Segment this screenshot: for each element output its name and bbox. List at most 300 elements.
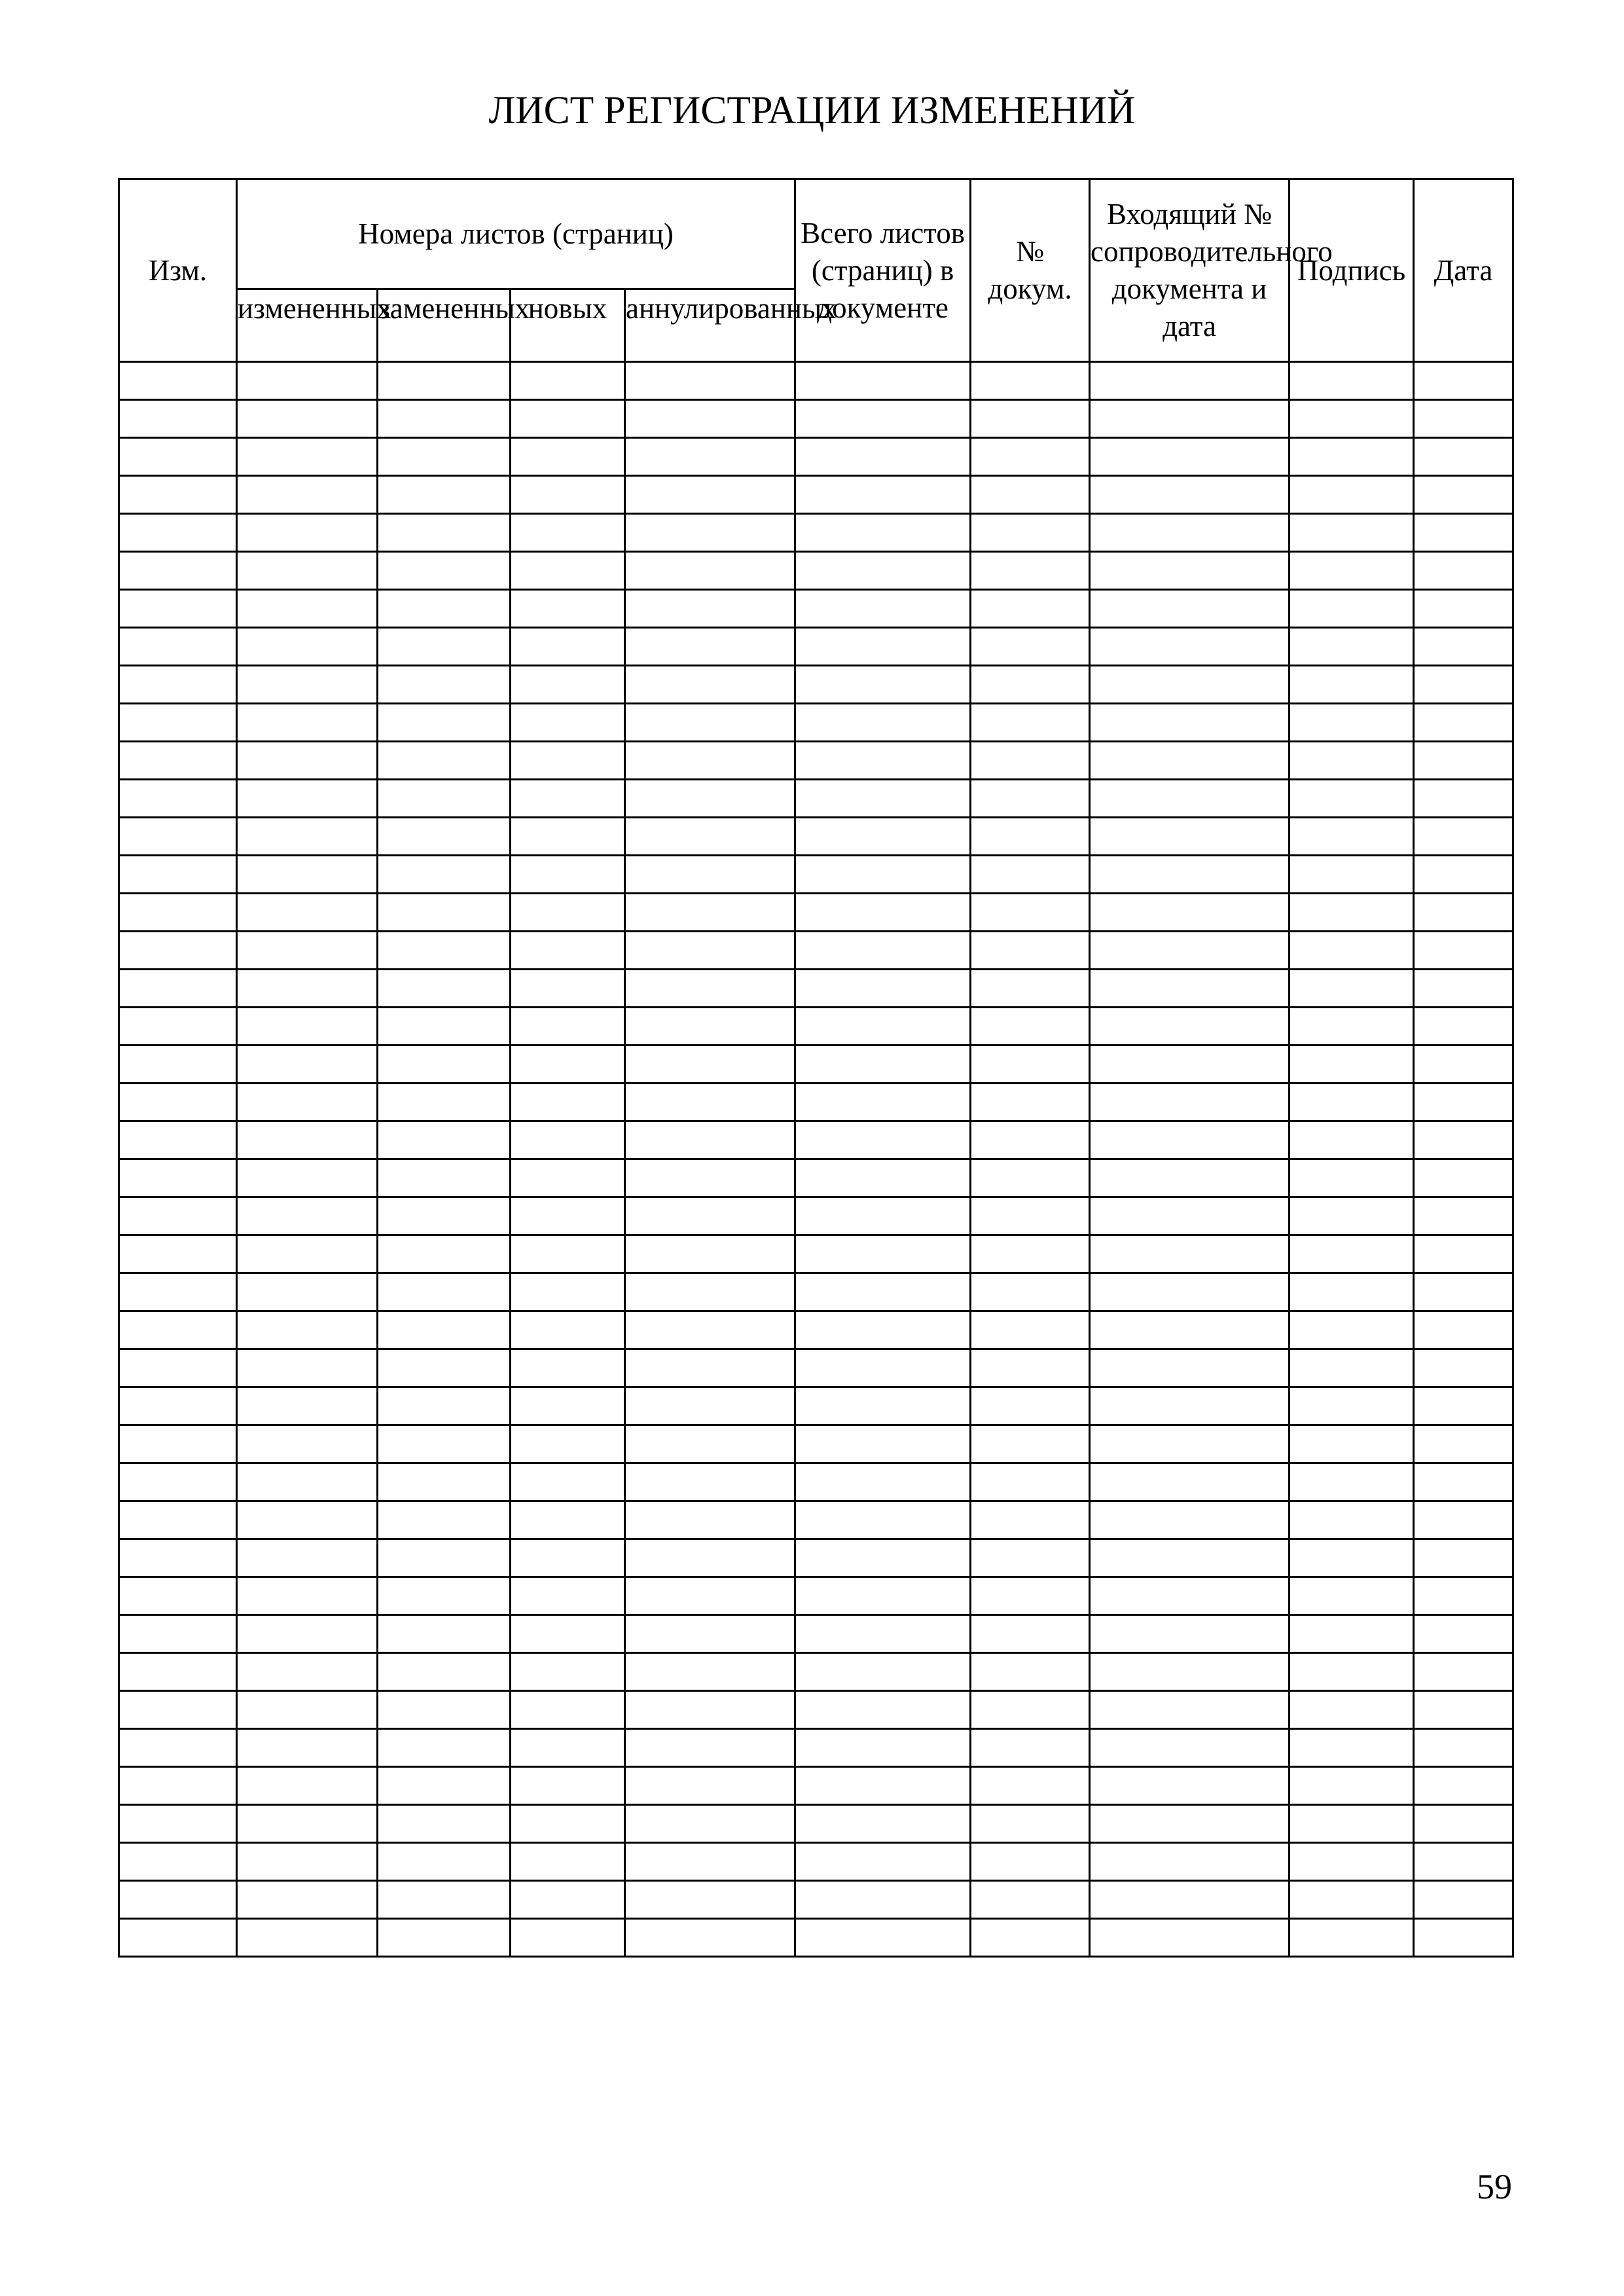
table-cell — [625, 1653, 795, 1691]
table-cell — [378, 1691, 511, 1729]
table-row — [119, 1159, 1513, 1197]
table-cell — [119, 856, 237, 894]
table-cell — [378, 1387, 511, 1425]
table-cell — [237, 1729, 378, 1767]
table-cell — [237, 1273, 378, 1311]
subheader-replaced: замененных — [378, 289, 511, 362]
subheader-changed: измененных — [237, 289, 378, 362]
table-cell — [119, 932, 237, 970]
table-cell — [378, 1805, 511, 1843]
table-cell — [119, 1577, 237, 1615]
table-cell — [625, 780, 795, 818]
table-cell — [378, 818, 511, 856]
table-cell — [795, 1273, 971, 1311]
table-cell — [511, 1273, 625, 1311]
table-cell — [1290, 514, 1414, 552]
table-row — [119, 970, 1513, 1008]
table-cell — [795, 1653, 971, 1691]
table-cell — [511, 1159, 625, 1197]
table-cell — [1090, 590, 1290, 628]
table-cell — [378, 1843, 511, 1881]
table-cell — [1414, 476, 1513, 514]
table-cell — [378, 1235, 511, 1273]
table-row — [119, 704, 1513, 742]
table-cell — [1290, 1577, 1414, 1615]
table-cell — [237, 1235, 378, 1273]
table-cell — [237, 704, 378, 742]
table-cell — [511, 1881, 625, 1919]
table-cell — [1090, 894, 1290, 932]
table-cell — [511, 1235, 625, 1273]
table-row — [119, 1046, 1513, 1084]
table-cell — [971, 1311, 1090, 1349]
table-cell — [625, 1615, 795, 1653]
table-cell — [1414, 818, 1513, 856]
table-cell — [119, 628, 237, 666]
table-cell — [795, 1046, 971, 1084]
table-cell — [1090, 628, 1290, 666]
table-cell — [1414, 1539, 1513, 1577]
table-cell — [971, 362, 1090, 400]
table-cell — [237, 1691, 378, 1729]
table-cell — [511, 932, 625, 970]
table-cell — [1090, 666, 1290, 704]
header-total-sheets: Всего листов (страниц) в документе — [795, 179, 971, 362]
table-cell — [625, 476, 795, 514]
table-cell — [971, 856, 1090, 894]
table-cell — [237, 362, 378, 400]
table-cell — [795, 1843, 971, 1881]
table-cell — [625, 932, 795, 970]
table-cell — [795, 1197, 971, 1235]
table-cell — [1414, 400, 1513, 438]
table-row — [119, 1919, 1513, 1957]
table-cell — [511, 1387, 625, 1425]
table-cell — [625, 1084, 795, 1121]
table-cell — [625, 1843, 795, 1881]
table-cell — [1414, 1197, 1513, 1235]
table-cell — [795, 1919, 971, 1957]
table-cell — [795, 666, 971, 704]
header-date: Дата — [1414, 179, 1513, 362]
table-row — [119, 1577, 1513, 1615]
table-row — [119, 1197, 1513, 1235]
table-row — [119, 1387, 1513, 1425]
table-cell — [119, 1539, 237, 1577]
table-cell — [971, 1615, 1090, 1653]
table-cell — [119, 1387, 237, 1425]
table-cell — [795, 476, 971, 514]
table-row — [119, 932, 1513, 970]
table-cell — [1414, 1501, 1513, 1539]
table-cell — [237, 628, 378, 666]
table-cell — [237, 1197, 378, 1235]
table-cell — [378, 1121, 511, 1159]
table-row — [119, 1653, 1513, 1691]
table-cell — [119, 666, 237, 704]
table-cell — [1290, 1159, 1414, 1197]
table-cell — [1090, 1387, 1290, 1425]
table-cell — [1290, 1349, 1414, 1387]
table-row — [119, 1805, 1513, 1843]
table-cell — [378, 1539, 511, 1577]
table-row — [119, 362, 1513, 400]
table-row — [119, 1311, 1513, 1349]
table-cell — [378, 856, 511, 894]
table-cell — [971, 1235, 1090, 1273]
table-cell — [511, 1653, 625, 1691]
table-cell — [237, 1121, 378, 1159]
table-cell — [237, 1539, 378, 1577]
table-cell — [378, 628, 511, 666]
table-cell — [1290, 1615, 1414, 1653]
table-cell — [511, 1197, 625, 1235]
table-cell — [511, 780, 625, 818]
table-row — [119, 1767, 1513, 1805]
table-cell — [511, 1843, 625, 1881]
table-cell — [625, 1387, 795, 1425]
table-cell — [119, 1805, 237, 1843]
table-cell — [625, 1159, 795, 1197]
table-cell — [1090, 932, 1290, 970]
table-row — [119, 894, 1513, 932]
change-registration-table — [118, 178, 1514, 1958]
table-cell — [511, 552, 625, 590]
table-cell — [378, 1615, 511, 1653]
table-cell — [1290, 1805, 1414, 1843]
table-cell — [625, 666, 795, 704]
table-cell — [1090, 1235, 1290, 1273]
table-cell — [1414, 704, 1513, 742]
table-cell — [237, 552, 378, 590]
table-cell — [511, 1463, 625, 1501]
table-cell — [1414, 894, 1513, 932]
table-cell — [119, 400, 237, 438]
table-cell — [795, 1235, 971, 1273]
table-cell — [378, 666, 511, 704]
table-cell — [1414, 1577, 1513, 1615]
table-row — [119, 1729, 1513, 1767]
table-row — [119, 1539, 1513, 1577]
table-row — [119, 552, 1513, 590]
table-row — [119, 438, 1513, 476]
table-cell — [1414, 514, 1513, 552]
table-cell — [378, 514, 511, 552]
table-cell — [1290, 818, 1414, 856]
table-cell — [971, 666, 1090, 704]
table-cell — [119, 1767, 237, 1805]
table-cell — [119, 1501, 237, 1539]
table-cell — [237, 400, 378, 438]
table-cell — [1290, 476, 1414, 514]
table-cell — [378, 1311, 511, 1349]
table-cell — [1414, 590, 1513, 628]
table-cell — [119, 704, 237, 742]
table-cell — [1414, 780, 1513, 818]
table-cell — [1414, 362, 1513, 400]
table-cell — [795, 704, 971, 742]
table-cell — [1290, 1273, 1414, 1311]
subheader-annulled: аннулированных — [625, 289, 795, 362]
table-cell — [378, 1084, 511, 1121]
table-cell — [1290, 1311, 1414, 1349]
table-row — [119, 1084, 1513, 1121]
table-cell — [511, 1425, 625, 1463]
table-cell — [1090, 818, 1290, 856]
table-cell — [237, 1501, 378, 1539]
table-cell — [971, 894, 1090, 932]
table-cell — [1090, 1691, 1290, 1729]
table-cell — [511, 742, 625, 780]
table-cell — [1090, 1501, 1290, 1539]
table-row — [119, 818, 1513, 856]
table-cell — [795, 1767, 971, 1805]
header-izm: Изм. — [119, 179, 237, 362]
table-cell — [1414, 552, 1513, 590]
table-cell — [511, 970, 625, 1008]
table-cell — [1414, 1425, 1513, 1463]
table-cell — [971, 628, 1090, 666]
table-cell — [971, 1046, 1090, 1084]
table-cell — [511, 438, 625, 476]
table-cell — [1414, 1008, 1513, 1046]
table-cell — [1090, 1311, 1290, 1349]
table-cell — [795, 1425, 971, 1463]
table-cell — [1414, 1805, 1513, 1843]
table-cell — [237, 1425, 378, 1463]
table-cell — [378, 1881, 511, 1919]
table-cell — [237, 1463, 378, 1501]
table-cell — [1090, 1729, 1290, 1767]
table-row — [119, 1501, 1513, 1539]
table-cell — [1090, 438, 1290, 476]
table-cell — [1414, 1121, 1513, 1159]
table-cell — [1090, 552, 1290, 590]
table-body — [119, 362, 1513, 1957]
table-cell — [1290, 1084, 1414, 1121]
table-row — [119, 666, 1513, 704]
table-cell — [511, 1615, 625, 1653]
table-cell — [795, 1691, 971, 1729]
table-cell — [378, 1653, 511, 1691]
table-cell — [237, 818, 378, 856]
table-row — [119, 742, 1513, 780]
table-cell — [378, 1046, 511, 1084]
table-cell — [237, 970, 378, 1008]
table-cell — [237, 780, 378, 818]
table-cell — [237, 1159, 378, 1197]
table-cell — [1290, 1767, 1414, 1805]
table-cell — [511, 1121, 625, 1159]
table-cell — [1290, 1121, 1414, 1159]
table-cell — [1090, 1046, 1290, 1084]
table-cell — [119, 818, 237, 856]
table-cell — [119, 1425, 237, 1463]
table-cell — [237, 742, 378, 780]
table-cell — [378, 1729, 511, 1767]
table-cell — [237, 666, 378, 704]
table-cell — [1090, 1615, 1290, 1653]
table-cell — [119, 780, 237, 818]
table-cell — [1290, 1691, 1414, 1729]
table-cell — [1290, 1919, 1414, 1957]
table-cell — [1414, 1463, 1513, 1501]
table-cell — [378, 552, 511, 590]
table-cell — [378, 970, 511, 1008]
table-cell — [625, 1121, 795, 1159]
table-cell — [511, 666, 625, 704]
table-cell — [119, 552, 237, 590]
subheader-new: новых — [511, 289, 625, 362]
table-cell — [1090, 1273, 1290, 1311]
table-cell — [237, 1653, 378, 1691]
table-cell — [1090, 1805, 1290, 1843]
table-cell — [237, 1881, 378, 1919]
table-cell — [795, 1729, 971, 1767]
table-cell — [1090, 1463, 1290, 1501]
table-cell — [1290, 894, 1414, 932]
table-cell — [119, 1919, 237, 1957]
table-cell — [119, 438, 237, 476]
table-row — [119, 590, 1513, 628]
table-cell — [511, 894, 625, 932]
table-cell — [1290, 1197, 1414, 1235]
table-cell — [971, 1881, 1090, 1919]
table-cell — [971, 1577, 1090, 1615]
table-cell — [119, 1729, 237, 1767]
table-cell — [971, 780, 1090, 818]
table-row — [119, 1463, 1513, 1501]
table-cell — [795, 362, 971, 400]
table-cell — [625, 1425, 795, 1463]
table-cell — [625, 1235, 795, 1273]
table-cell — [1414, 1729, 1513, 1767]
table-cell — [1414, 970, 1513, 1008]
table-cell — [119, 1691, 237, 1729]
table-cell — [795, 970, 971, 1008]
table-cell — [237, 1046, 378, 1084]
table-cell — [119, 1881, 237, 1919]
table-cell — [378, 1349, 511, 1387]
table-cell — [971, 552, 1090, 590]
table-cell — [1290, 1843, 1414, 1881]
table-cell — [237, 932, 378, 970]
table-cell — [971, 818, 1090, 856]
table-cell — [971, 1919, 1090, 1957]
table-cell — [237, 514, 378, 552]
table-cell — [378, 476, 511, 514]
table-cell — [1090, 1539, 1290, 1577]
table-cell — [511, 818, 625, 856]
table-cell — [119, 1843, 237, 1881]
table-cell — [119, 894, 237, 932]
table-cell — [237, 1615, 378, 1653]
table-cell — [1414, 1235, 1513, 1273]
table-cell — [511, 856, 625, 894]
table-cell — [237, 1349, 378, 1387]
table-cell — [511, 1046, 625, 1084]
table-row — [119, 1273, 1513, 1311]
table-cell — [1290, 552, 1414, 590]
table-cell — [971, 1084, 1090, 1121]
table-cell — [625, 1767, 795, 1805]
table-cell — [971, 1691, 1090, 1729]
table-cell — [971, 1197, 1090, 1235]
table-cell — [795, 552, 971, 590]
table-cell — [378, 780, 511, 818]
table-cell — [971, 970, 1090, 1008]
table-row — [119, 1349, 1513, 1387]
table-cell — [1414, 1881, 1513, 1919]
table-cell — [625, 552, 795, 590]
table-cell — [511, 1539, 625, 1577]
table-cell — [1090, 1084, 1290, 1121]
table-cell — [795, 400, 971, 438]
table-row — [119, 1615, 1513, 1653]
table-cell — [378, 1273, 511, 1311]
table-cell — [378, 1159, 511, 1197]
table-cell — [1290, 1539, 1414, 1577]
table-cell — [971, 1273, 1090, 1311]
table-cell — [625, 742, 795, 780]
table-cell — [511, 704, 625, 742]
header-doc-number: № докум. — [971, 179, 1090, 362]
table-cell — [378, 704, 511, 742]
table-cell — [237, 856, 378, 894]
table-cell — [795, 590, 971, 628]
table-cell — [971, 476, 1090, 514]
table-cell — [119, 476, 237, 514]
table-cell — [625, 438, 795, 476]
table-cell — [237, 1577, 378, 1615]
table-cell — [378, 1919, 511, 1957]
table-cell — [237, 1843, 378, 1881]
table-cell — [971, 514, 1090, 552]
table-cell — [795, 514, 971, 552]
table-cell — [625, 628, 795, 666]
table-cell — [971, 400, 1090, 438]
table-cell — [1090, 1008, 1290, 1046]
table-cell — [795, 894, 971, 932]
table-cell — [625, 1273, 795, 1311]
table-cell — [237, 1919, 378, 1957]
table-cell — [119, 362, 237, 400]
table-row — [119, 1235, 1513, 1273]
table-cell — [1414, 742, 1513, 780]
table-cell — [795, 1805, 971, 1843]
table-cell — [971, 1121, 1090, 1159]
page-title: ЛИСТ РЕГИСТРАЦИИ ИЗМЕНЕНИЙ — [488, 88, 1136, 132]
table-cell — [1290, 1008, 1414, 1046]
header-incoming-doc: Входящий № сопроводительного документа и дата — [1090, 179, 1290, 362]
table-cell — [119, 1463, 237, 1501]
table-cell — [119, 1084, 237, 1121]
table-cell — [1090, 476, 1290, 514]
table-cell — [378, 1425, 511, 1463]
table-cell — [795, 742, 971, 780]
table-cell — [1290, 1235, 1414, 1273]
table-cell — [378, 1767, 511, 1805]
header-sheet-numbers: Номера листов (страниц) — [237, 179, 795, 289]
table-cell — [511, 590, 625, 628]
table-cell — [971, 1463, 1090, 1501]
table-cell — [1290, 1387, 1414, 1425]
table-cell — [378, 1577, 511, 1615]
table-cell — [1414, 1349, 1513, 1387]
table-cell — [1414, 1691, 1513, 1729]
table-cell — [971, 1767, 1090, 1805]
table-cell — [1290, 1653, 1414, 1691]
